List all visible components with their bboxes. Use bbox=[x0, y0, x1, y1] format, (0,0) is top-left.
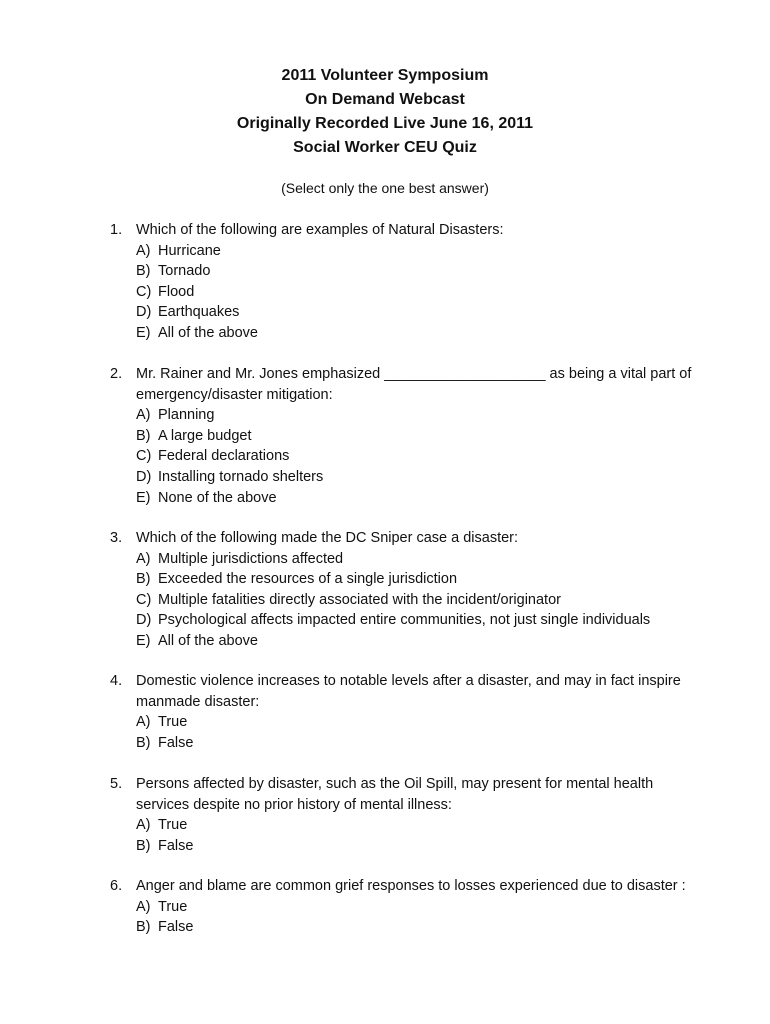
instructions: (Select only the one best answer) bbox=[281, 180, 489, 196]
title-line-3: Originally Recorded Live June 16, 2011 bbox=[236, 115, 534, 132]
question-2 bbox=[110, 364, 710, 508]
answer-option[interactable] bbox=[136, 302, 710, 323]
option-letter: A) bbox=[136, 550, 151, 567]
question-text: Persons affected by disaster, such as the Oil Spill, may present for mental health services despite no prior history of mental illness: bbox=[136, 776, 654, 813]
option-letter: E) bbox=[136, 324, 151, 341]
option-letter: A) bbox=[136, 242, 151, 259]
answer-option[interactable] bbox=[136, 241, 710, 262]
question-4 bbox=[110, 671, 710, 753]
option-letter: B) bbox=[136, 919, 151, 936]
question-text: Which of the following made the DC Sniper case a disaster: bbox=[136, 530, 519, 546]
answer-option[interactable] bbox=[136, 569, 710, 590]
answer-option[interactable] bbox=[136, 323, 710, 344]
title-line-2: On Demand Webcast bbox=[305, 91, 465, 108]
document-title bbox=[0, 64, 770, 160]
answer-option[interactable] bbox=[136, 712, 710, 733]
answer-option[interactable] bbox=[136, 426, 710, 447]
option-text: Installing tornado shelters bbox=[158, 468, 324, 485]
option-text: Hurricane bbox=[158, 242, 221, 259]
option-letter: B) bbox=[136, 734, 151, 751]
answer-option[interactable] bbox=[136, 261, 710, 282]
option-letter: A) bbox=[136, 898, 151, 915]
question-number: 6. bbox=[110, 878, 123, 894]
answer-option[interactable] bbox=[136, 917, 710, 938]
option-text: True bbox=[158, 714, 188, 731]
answer-option[interactable] bbox=[136, 488, 710, 509]
answer-option[interactable] bbox=[136, 631, 710, 652]
answer-option[interactable] bbox=[136, 590, 710, 611]
title-line-1: 2011 Volunteer Symposium bbox=[281, 67, 489, 84]
option-letter: B) bbox=[136, 427, 151, 444]
option-letter: B) bbox=[136, 571, 151, 588]
option-text: Multiple jurisdictions affected bbox=[158, 550, 344, 567]
option-letter: E) bbox=[136, 632, 151, 649]
question-number: 2. bbox=[110, 366, 123, 382]
question-text: Which of the following are examples of Natural Disasters: bbox=[136, 222, 504, 238]
title-line-4: Social Worker CEU Quiz bbox=[293, 139, 477, 156]
option-letter: B) bbox=[136, 263, 151, 280]
question-3 bbox=[110, 528, 710, 652]
answer-option[interactable] bbox=[136, 282, 710, 303]
question-6 bbox=[110, 876, 710, 938]
option-text: Federal declarations bbox=[158, 448, 290, 465]
option-letter: D) bbox=[136, 612, 152, 629]
answer-option[interactable] bbox=[136, 836, 710, 857]
option-text: Planning bbox=[158, 407, 215, 424]
option-text: False bbox=[158, 734, 194, 751]
option-text: True bbox=[158, 898, 188, 915]
option-text: None of the above bbox=[158, 489, 277, 506]
option-text: True bbox=[158, 817, 188, 834]
option-letter: A) bbox=[136, 817, 151, 834]
answer-option[interactable] bbox=[136, 897, 710, 918]
question-5 bbox=[110, 774, 710, 856]
question-number: 5. bbox=[110, 776, 123, 792]
option-letter: C) bbox=[136, 448, 152, 465]
option-text: All of the above bbox=[158, 324, 258, 341]
question-1 bbox=[110, 220, 710, 344]
answer-option[interactable] bbox=[136, 446, 710, 467]
option-letter: A) bbox=[136, 714, 151, 731]
answer-option[interactable] bbox=[136, 549, 710, 570]
answer-option[interactable] bbox=[136, 610, 710, 631]
option-text: False bbox=[158, 837, 194, 854]
question-text: Mr. Rainer and Mr. Jones emphasized ____________________ as being a vital part of emergency/disaster mitigation: bbox=[136, 366, 692, 403]
option-text: Psychological affects impacted entire communities, not just single individuals bbox=[158, 612, 651, 629]
option-letter: C) bbox=[136, 283, 152, 300]
answer-option[interactable] bbox=[136, 815, 710, 836]
answer-option[interactable] bbox=[136, 467, 710, 488]
option-letter: D) bbox=[136, 304, 152, 321]
question-number: 4. bbox=[110, 673, 123, 689]
option-text: False bbox=[158, 919, 194, 936]
option-letter: C) bbox=[136, 591, 152, 608]
option-text: Flood bbox=[158, 283, 195, 300]
option-text: Multiple fatalities directly associated with the incident/originator bbox=[158, 591, 561, 608]
option-letter: B) bbox=[136, 837, 151, 854]
option-text: All of the above bbox=[158, 632, 258, 649]
option-text: Exceeded the resources of a single jurisdiction bbox=[158, 571, 458, 588]
question-text: Anger and blame are common grief responses to losses experienced due to disaster : bbox=[136, 878, 686, 894]
option-letter: D) bbox=[136, 468, 152, 485]
option-letter: E) bbox=[136, 489, 151, 506]
option-text: Earthquakes bbox=[158, 304, 240, 321]
question-number: 3. bbox=[110, 530, 123, 546]
option-letter: A) bbox=[136, 407, 151, 424]
answer-option[interactable] bbox=[136, 405, 710, 426]
question-number: 1. bbox=[110, 222, 123, 238]
answer-option[interactable] bbox=[136, 733, 710, 754]
option-text: A large budget bbox=[158, 427, 252, 444]
option-text: Tornado bbox=[158, 263, 211, 280]
question-text: Domestic violence increases to notable levels after a disaster, and may in fact inspire manmade disaster: bbox=[136, 673, 681, 710]
